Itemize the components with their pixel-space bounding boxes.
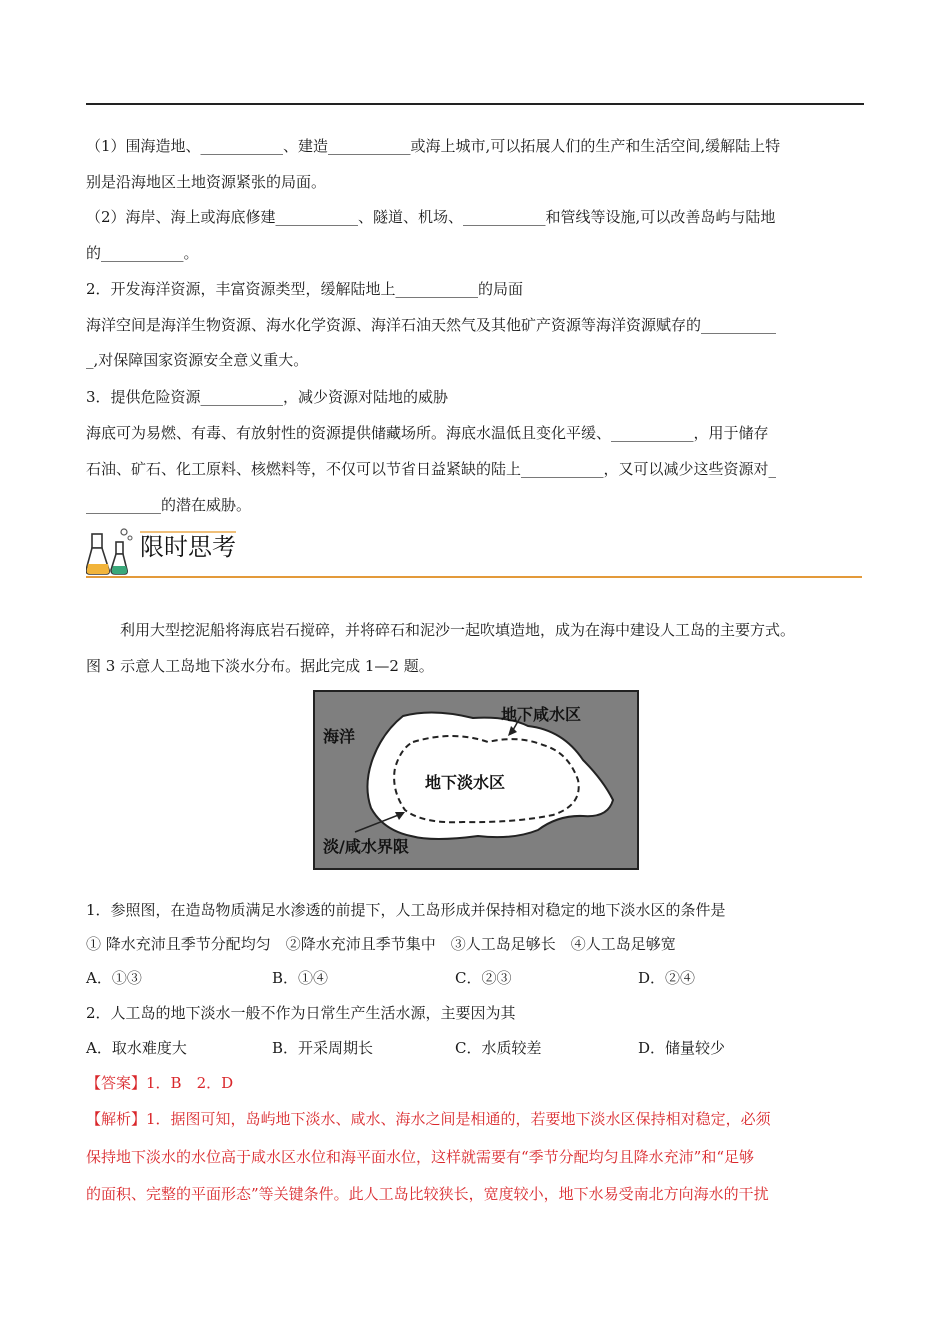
option-a[interactable]: A．①③ — [86, 969, 142, 987]
boundary-label: 淡/咸水界限 — [323, 837, 409, 856]
text-line: （2）海岸、海上或海底修建___________、隧道、机场、___________和管线等设施,可以改善岛屿与陆地 — [86, 208, 776, 226]
island-groundwater-figure — [313, 690, 639, 874]
option-b[interactable]: B．①④ — [272, 969, 329, 987]
answer-label: 【答案】 — [86, 1074, 147, 1092]
text-line: _,对保障国家资源安全意义重大。 — [86, 351, 309, 369]
analysis-line: 的面积、完整的平面形态”等关键条件。此人工岛比较狭长，宽度较小，地下水易受南北方向海水的干扰 — [86, 1185, 769, 1203]
question-statements: ① 降水充沛且季节分配均匀 ②降水充沛且季节集中 ③人工岛足够长 ④人工岛足够宽 — [86, 935, 676, 953]
text-line: 2．开发海洋资源，丰富资源类型，缓解陆地上___________的局面 — [86, 280, 524, 298]
text-line: __________的潜在威胁。 — [86, 496, 252, 514]
text-line: （1）围海造地、___________、建造___________或海上城市,可以拓展人们的生产和生活空间,缓解陆上特 — [86, 137, 781, 155]
answer-text: 1．B 2．D — [146, 1074, 234, 1092]
text-line: 海洋空间是海洋生物资源、海水化学资源、海洋石油天然气及其他矿产资源等海洋资源赋存的__________ — [86, 316, 777, 334]
option-d[interactable]: D．②④ — [638, 969, 696, 987]
text-line: 3．提供危险资源___________，减少资源对陆地的威胁 — [86, 388, 449, 406]
option-c[interactable]: C．②③ — [455, 969, 512, 987]
ocean-label: 海洋 — [323, 727, 356, 746]
option-d[interactable]: D．储量较少 — [638, 1039, 726, 1057]
analysis-label: 【解析】 — [86, 1110, 147, 1128]
text-line: 海底可为易燃、有毒、有放射性的资源提供储藏场所。海底水温低且变化平缓、___________，用于储存 — [86, 424, 769, 442]
analysis-line: 保持地下淡水的水位高于咸水区水位和海平面水位，这样就需要有“季节分配均匀且降水充沛”和“足够 — [86, 1148, 755, 1166]
top-rule — [86, 103, 864, 105]
option-a[interactable]: A．取水难度大 — [86, 1039, 187, 1057]
text-line: 石油、矿石、化工原料、核燃料等，不仅可以节省日益紧缺的陆上___________，又可以减少这些资源对_ — [86, 460, 777, 478]
intro-line: 利用大型挖泥船将海底岩石搅碎，并将碎石和泥沙一起吹填造地，成为在海中建设人工岛的主要方式。 — [120, 621, 796, 639]
option-c[interactable]: C．水质较差 — [455, 1039, 542, 1057]
analysis-line — [86, 1109, 771, 1129]
freshwater-label: 地下淡水区 — [425, 773, 506, 792]
analysis-text: 1．据图可知，岛屿地下淡水、咸水、海水之间是相通的，若要地下淡水区保持相对稳定，必须 — [146, 1110, 771, 1128]
option-b[interactable]: B．开采周期长 — [272, 1039, 374, 1057]
question-stem: 2．人工岛的地下淡水一般不作为日常生产生活水源，主要因为其 — [86, 1004, 516, 1022]
text-line: 别是沿海地区土地资源紧张的局面。 — [86, 173, 327, 191]
intro-line: 图 3 示意人工岛地下淡水分布。据此完成 1—2 题。 — [86, 657, 434, 675]
text-line: 的___________。 — [86, 244, 199, 262]
section-title: 限时思考 — [140, 533, 236, 561]
section-rule — [86, 576, 862, 578]
lab-flask-icon — [86, 526, 134, 580]
question-stem: 1．参照图，在造岛物质满足水渗透的前提下，人工岛形成并保持相对稳定的地下淡水区的条件是 — [86, 901, 726, 919]
saltwater-label: 地下咸水区 — [501, 705, 582, 724]
answer-line — [86, 1073, 233, 1093]
